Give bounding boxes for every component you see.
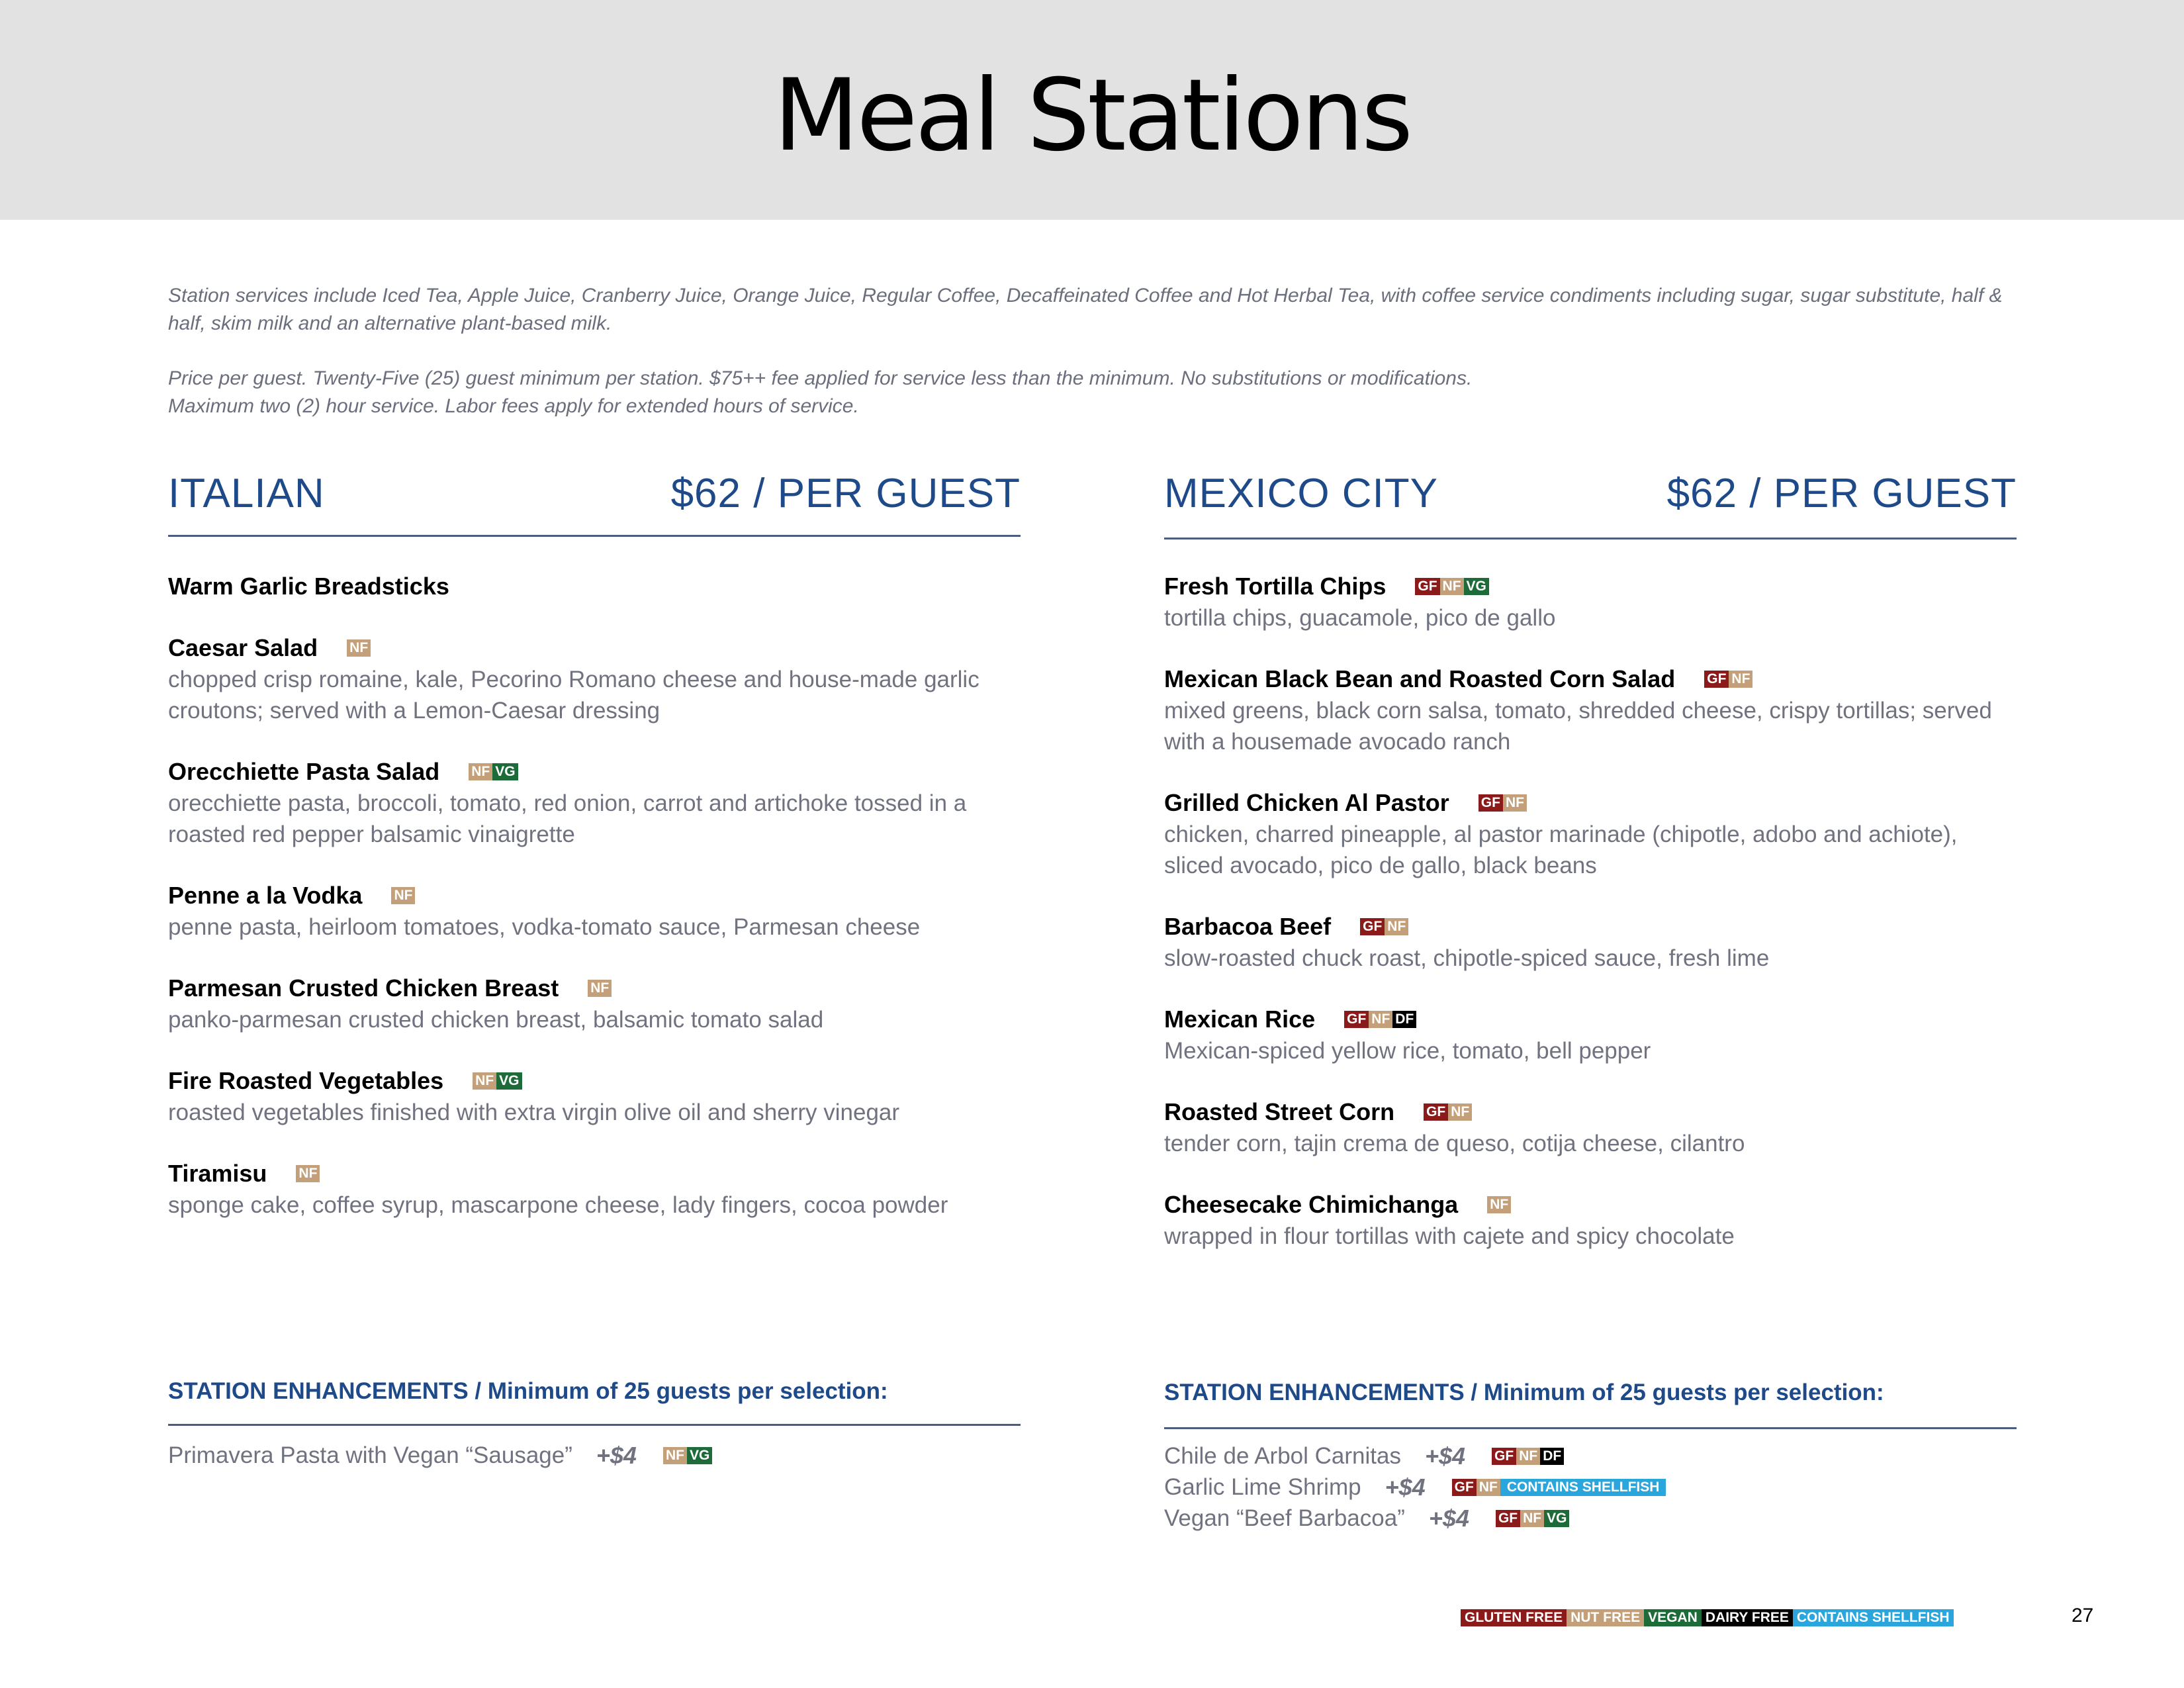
menu-item-description: mixed greens, black corn salsa, tomato, shredded cheese, crispy tortillas; served with a housemade avocado ranch: [1164, 698, 1992, 755]
dietary-badges: [1496, 1510, 1570, 1527]
badge-vg: VG: [687, 1447, 712, 1464]
menu-item-header: [1164, 1004, 2017, 1035]
badge-nf: NF: [473, 1072, 496, 1090]
menu-item-header: [1164, 571, 2017, 602]
dietary-badges: [1492, 1448, 1564, 1465]
menu-item-name: Fresh Tortilla Chips: [1164, 573, 1387, 600]
intro-pricing: [168, 365, 2008, 420]
badge-nf: NF: [391, 887, 415, 904]
dietary-badges: [1452, 1479, 1666, 1496]
badge-gf: GF: [1496, 1510, 1520, 1527]
dietary-legend: [1461, 1609, 1954, 1626]
menu-item-description: Mexican-spiced yellow rice, tomato, bell pepper: [1164, 1038, 1651, 1064]
enhancement-item: [168, 1440, 1021, 1471]
menu-item-description: tortilla chips, guacamole, pico de gallo: [1164, 605, 1556, 631]
divider: [1164, 1427, 2017, 1429]
badge-nf: NF: [1503, 794, 1527, 812]
enhancement-item: [1164, 1472, 2017, 1503]
station-menu: [168, 571, 1021, 1250]
menu-item: [1164, 663, 2017, 757]
menu-item-name: Mexican Rice: [1164, 1006, 1316, 1033]
page-header: [0, 0, 2184, 220]
station-header: [1164, 470, 2017, 530]
menu-item-description: wrapped in flour tortillas with cajete and spicy chocolate: [1164, 1223, 1735, 1249]
badge-vg: VG: [1544, 1510, 1569, 1527]
badge-nf: NF: [1520, 1510, 1544, 1527]
menu-item: [1164, 787, 2017, 881]
badge-gf: GF: [1424, 1103, 1448, 1121]
menu-item-header: [1164, 663, 2017, 695]
badge-nf: NF: [1516, 1448, 1540, 1465]
badge-nf: NF: [663, 1447, 687, 1464]
enhancement-name: Primavera Pasta with Vegan “Sausage”: [168, 1442, 572, 1468]
dietary-badges: [1344, 1011, 1416, 1028]
enhancement-price: +$4: [596, 1442, 637, 1469]
badge-gf: GF: [1704, 671, 1729, 688]
menu-item-name: Barbacoa Beef: [1164, 913, 1332, 940]
menu-item: [168, 632, 1021, 726]
badge-gf: GF: [1415, 578, 1439, 595]
menu-item-header: [168, 756, 1021, 788]
menu-item: [168, 880, 1021, 943]
station-name: MEXICO CITY: [1164, 471, 1439, 516]
menu-item: [168, 972, 1021, 1035]
page-title: Meal Stations: [773, 58, 1411, 173]
badge-gf: GF: [1360, 918, 1385, 935]
badge-nf: NF: [1448, 1103, 1472, 1121]
dietary-badges: [588, 980, 612, 997]
menu-item-description: chicken, charred pineapple, al pastor marinade (chipotle, adobo and achiote), sliced avocado, pico de gallo, black beans: [1164, 821, 1958, 878]
legend-cs: CONTAINS SHELLFISH: [1793, 1609, 1954, 1626]
intro-service-line: Maximum two (2) hour service. Labor fees apply for extended hours of service.: [168, 395, 859, 417]
dietary-badges: [1424, 1103, 1472, 1121]
badge-gf: GF: [1452, 1479, 1477, 1496]
menu-item-name: Penne a la Vodka: [168, 882, 363, 909]
enhancement-item: [1164, 1503, 2017, 1534]
legend-gf: GLUTEN FREE: [1461, 1609, 1567, 1626]
menu-item-header: [1164, 1189, 2017, 1221]
enhancements-list: [168, 1440, 1021, 1471]
badge-vg: VG: [1464, 578, 1489, 595]
legend-nf: NUT FREE: [1567, 1609, 1644, 1626]
dietary-badges: [347, 639, 371, 657]
badge-nf: NF: [469, 763, 492, 780]
enhancements-title: STATION ENHANCEMENTS / Minimum of 25 guests per selection:: [168, 1378, 888, 1404]
menu-item-description: slow-roasted chuck roast, chipotle-spiced sauce, fresh lime: [1164, 945, 1770, 971]
dietary-badges: [1360, 918, 1408, 935]
dietary-badges: [663, 1447, 712, 1464]
enhancement-name: Chile de Arbol Carnitas: [1164, 1443, 1401, 1469]
menu-item-header: [168, 972, 1021, 1004]
menu-item: [168, 1065, 1021, 1128]
menu-item-name: Fire Roasted Vegetables: [168, 1067, 444, 1094]
badge-df: DF: [1392, 1011, 1416, 1028]
divider: [1164, 538, 2017, 539]
enhancement-price: +$4: [1428, 1505, 1469, 1532]
badge-gf: GF: [1492, 1448, 1516, 1465]
menu-item-header: [168, 571, 1021, 602]
menu-item-name: Mexican Black Bean and Roasted Corn Salad: [1164, 665, 1676, 692]
enhancements-title: STATION ENHANCEMENTS / Minimum of 25 guests per selection:: [1164, 1380, 1884, 1405]
menu-item-header: [168, 1065, 1021, 1097]
menu-item: [1164, 1189, 2017, 1252]
enhancement-item: [1164, 1440, 2017, 1472]
badge-nf: NF: [588, 980, 612, 997]
station-menu: [1164, 571, 2017, 1282]
divider: [168, 1424, 1021, 1426]
station-header: [168, 470, 1021, 530]
enhancement-price: +$4: [1424, 1442, 1466, 1470]
badge-gf: GF: [1479, 794, 1503, 812]
dietary-badges: [391, 887, 415, 904]
dietary-badges: [296, 1165, 320, 1182]
badge-nf: NF: [1440, 578, 1464, 595]
menu-item-description: sponge cake, coffee syrup, mascarpone cheese, lady fingers, cocoa powder: [168, 1192, 948, 1218]
menu-item-header: [1164, 911, 2017, 943]
menu-item: [1164, 1096, 2017, 1159]
legend-df: DAIRY FREE: [1702, 1609, 1793, 1626]
menu-item-name: Cheesecake Chimichanga: [1164, 1191, 1459, 1218]
menu-item-description: panko-parmesan crusted chicken breast, balsamic tomato salad: [168, 1007, 824, 1033]
menu-item-name: Caesar Salad: [168, 634, 318, 661]
badge-nf: NF: [296, 1165, 320, 1182]
dietary-badges: [1415, 578, 1489, 595]
menu-item-header: [168, 1158, 1021, 1190]
menu-item-name: Warm Garlic Breadsticks: [168, 573, 449, 600]
enhancement-name: Garlic Lime Shrimp: [1164, 1474, 1361, 1500]
badge-cs: CONTAINS SHELLFISH: [1500, 1479, 1666, 1496]
badge-gf: GF: [1344, 1011, 1369, 1028]
page-number: 27: [2071, 1605, 2094, 1626]
dietary-badges: [1487, 1196, 1511, 1213]
badge-vg: VG: [492, 763, 518, 780]
dietary-badges: [1479, 794, 1527, 812]
menu-item-name: Grilled Chicken Al Pastor: [1164, 789, 1449, 816]
divider: [168, 535, 1021, 537]
menu-item-header: [168, 632, 1021, 664]
intro-pricing-line: Price per guest. Twenty-Five (25) guest minimum per station. $75++ fee applied for service less than the minimum. No substitutions or modifications.: [168, 367, 1473, 389]
enhancement-price: +$4: [1385, 1474, 1426, 1501]
menu-item-name: Orecchiette Pasta Salad: [168, 758, 440, 785]
badge-nf: NF: [1487, 1196, 1511, 1213]
intro-services: Station services include Iced Tea, Apple Juice, Cranberry Juice, Orange Juice, Regular Coffee, Decaffeinated Coffee and Hot Herbal Tea, with coffee service condiments including sugar, sugar substitute, half & half, skim milk and an alternative plant-based milk.: [168, 285, 2003, 334]
menu-item: [168, 756, 1021, 850]
menu-item: [168, 1158, 1021, 1221]
menu-item-name: Roasted Street Corn: [1164, 1098, 1395, 1125]
station-name: ITALIAN: [168, 471, 325, 516]
menu-item-header: [1164, 787, 2017, 819]
menu-item-name: Parmesan Crusted Chicken Breast: [168, 974, 559, 1002]
enhancements-list: [1164, 1440, 2017, 1534]
menu-item: [1164, 571, 2017, 633]
badge-df: DF: [1540, 1448, 1564, 1465]
menu-item-description: tender corn, tajin crema de queso, cotija cheese, cilantro: [1164, 1131, 1745, 1156]
menu-item: [1164, 911, 2017, 974]
dietary-badges: [473, 1072, 522, 1090]
legend-vg: VEGAN: [1644, 1609, 1702, 1626]
badge-nf: NF: [347, 639, 371, 657]
badge-nf: NF: [1477, 1479, 1500, 1496]
badge-nf: NF: [1729, 671, 1752, 688]
menu-item-header: [1164, 1096, 2017, 1128]
menu-item-name: Tiramisu: [168, 1160, 267, 1187]
badge-nf: NF: [1369, 1011, 1392, 1028]
dietary-badges: [469, 763, 518, 780]
enhancement-name: Vegan “Beef Barbacoa”: [1164, 1505, 1405, 1531]
menu-item-description: roasted vegetables finished with extra virgin olive oil and sherry vinegar: [168, 1100, 900, 1125]
station-price: $62 / PER GUEST: [1666, 471, 2017, 516]
menu-item-description: chopped crisp romaine, kale, Pecorino Romano cheese and house-made garlic croutons; served with a Lemon-Caesar dressing: [168, 667, 979, 724]
dietary-badges: [1704, 671, 1752, 688]
badge-nf: NF: [1385, 918, 1408, 935]
menu-item: [168, 571, 1021, 602]
menu-item-header: [168, 880, 1021, 912]
menu-item-description: penne pasta, heirloom tomatoes, vodka-tomato sauce, Parmesan cheese: [168, 914, 921, 940]
menu-item-description: orecchiette pasta, broccoli, tomato, red onion, carrot and artichoke tossed in a roasted red pepper balsamic vinaigrette: [168, 790, 967, 847]
badge-vg: VG: [496, 1072, 522, 1090]
menu-item: [1164, 1004, 2017, 1066]
station-price: $62 / PER GUEST: [670, 471, 1021, 516]
